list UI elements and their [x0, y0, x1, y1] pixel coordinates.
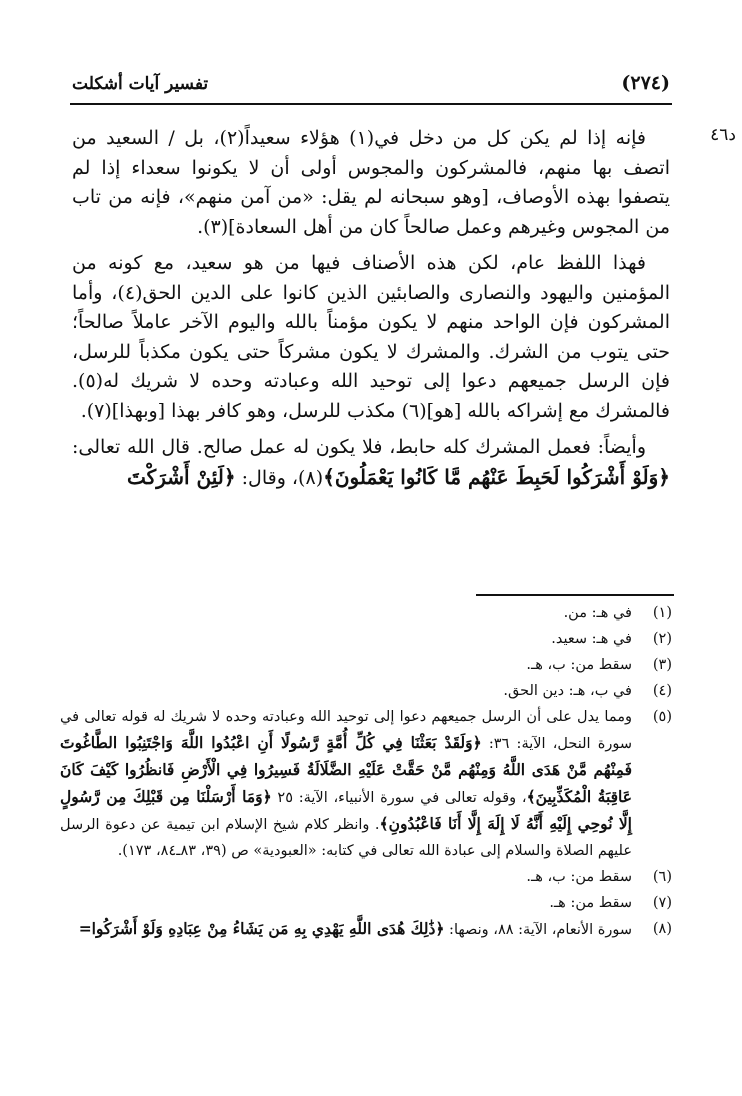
quran-verse: ﴿وَمَا أَرْسَلْنَا مِن قَبْلِكَ مِن رَّسُولٍ إِلَّا نُوحِي إِلَيْهِ أَنَّهُ لَا إِلَهَ إِلَّا أَنَا فَاعْبُدُونِ﴾	[60, 787, 632, 833]
body-paragraph-2: فهذا اللفظ عام، لكن هذه الأصناف فيها من هو سعيد، مع كونه من المؤمنين واليهود والنصارى والصابئين الذين كانوا على الدين الحق(٤)، وأما المشركون فإن الواحد منهم لا يكون مؤمناً بالله واليوم الآخر عاملاً صالحاً؛ حتى يتوب من الشرك. والمشرك لا يكون مشركاً حتى يكون مكذباً للرسل، فإن الرسل جميعهم دعوا إلى توحيد الله وعبادته وحده لا شريك له(٥). فالمشرك مع إشراكه بالله [هو](٦) مكذب للرسل، وهو كافر بهذا [وبهذا](٧).	[72, 252, 670, 422]
footnote-number: (٢)	[652, 631, 672, 647]
footnote-number: (٣)	[652, 657, 672, 673]
footnote	[60, 600, 672, 626]
quran-verse: ﴿لَئِنْ أَشْرَكْتَ	[127, 464, 236, 489]
body-paragraph-1: فإنه إذا لم يكن كل من دخل في(١) هؤلاء سعيداً(٢)، بل / السعيد من اتصف بها منهم، فالمشركون والمجوس أولى أن لا يكونوا سعداء إذا لم يتصفوا بهذه الأوصاف، [وهو سبحانه لم يقل: «من آمن منهم»، فإنه من تاب من المجوس وغيرهم وعمل صالحاً كان من أهل السعادة](٣).	[72, 127, 670, 238]
footnotes	[60, 600, 672, 943]
footnote-number: (٨)	[652, 921, 672, 937]
quran-verse: ﴿وَلَقَدْ بَعَثْنَا فِي كُلِّ أُمَّةٍ رَّسُولًا أَنِ اعْبُدُوا اللَّهَ وَاجْتَنِبُوا الطَّاغُوتَ فَمِنْهُم مَّنْ هَدَى اللَّهُ وَمِنْهُم مَّنْ حَقَّتْ عَلَيْهِ الضَّلَالَةُ فَسِيرُوا فِي الْأَرْضِ فَانظُرُوا كَيْفَ كَانَ عَاقِبَةُ الْمُكَذِّبِينَ﴾	[60, 733, 633, 806]
footnote	[60, 678, 672, 704]
footnote-text-b: ، وقوله تعالى في سورة الأنبياء، الآية: ٢٥	[271, 790, 527, 806]
footnote	[60, 626, 672, 652]
footnote-text: في ب، هـ: دين الحق.	[503, 683, 632, 699]
footnote	[60, 652, 672, 678]
footnote-text: في هـ: من.	[563, 605, 632, 621]
quran-verse: ﴿ذَٰلِكَ هُدَى اللَّهِ يَهْدِي بِهِ مَن يَشَاءُ مِنْ عِبَادِهِ وَلَوْ أَشْرَكُوا=	[78, 919, 445, 938]
footnote	[60, 890, 672, 916]
body-paragraph-3	[72, 433, 670, 493]
manuscript-margin-marker: د٤٦	[710, 125, 736, 145]
footnote-text	[60, 916, 632, 943]
footnote-number: (٧)	[652, 895, 672, 911]
footnote-text: سقط من: ب، هـ.	[526, 869, 632, 885]
footnote-number: (٥)	[652, 709, 672, 725]
footnote	[60, 704, 672, 864]
footnote-text	[60, 704, 632, 864]
footnote-text-a: ومما يدل على أن الرسل جميعهم دعوا إلى توحيد الله وعبادته وحده لا شريك له قوله تعالى في سورة النحل، الآية: ٣٦:	[60, 709, 632, 752]
footnote	[60, 916, 672, 943]
paragraph-3-text: وأيضاً: فعمل المشرك كله حابط، فلا يكون له عمل صالح. قال الله تعالى:	[72, 436, 646, 458]
paragraph-3-mid: (٨)، وقال:	[235, 466, 324, 489]
quran-verse: ﴿وَلَوْ أَشْرَكُوا لَحَبِطَ عَنْهُم مَّا كَانُوا يَعْمَلُونَ﴾	[323, 464, 670, 489]
footnote-divider	[476, 594, 674, 596]
main-text	[72, 124, 670, 500]
header-divider	[70, 103, 672, 105]
page-number: (٢٧٤)	[621, 72, 670, 94]
footnote-text-c: . وانظر كلام شيخ الإسلام ابن تيمية عن دعوة الرسل عليهم الصلاة والسلام إلى عبادة الله تعالى في كتابه: «العبودية» ص (٣٩، ٨٣ـ٨٤، ١٧٣).	[60, 817, 632, 859]
footnote-number: (٤)	[652, 683, 672, 699]
footnote-text: سقط من: هـ.	[549, 895, 632, 911]
footnote-text: سقط من: ب، هـ.	[526, 657, 632, 673]
running-title: تفسير آيات أشكلت	[72, 74, 209, 94]
footnote-text-a: سورة الأنعام، الآية: ٨٨، ونصها:	[444, 922, 632, 938]
footnote-number: (٦)	[652, 869, 672, 885]
footnote-text: في هـ: سعيد.	[551, 631, 632, 647]
footnote	[60, 864, 672, 890]
footnote-number: (١)	[652, 605, 672, 621]
